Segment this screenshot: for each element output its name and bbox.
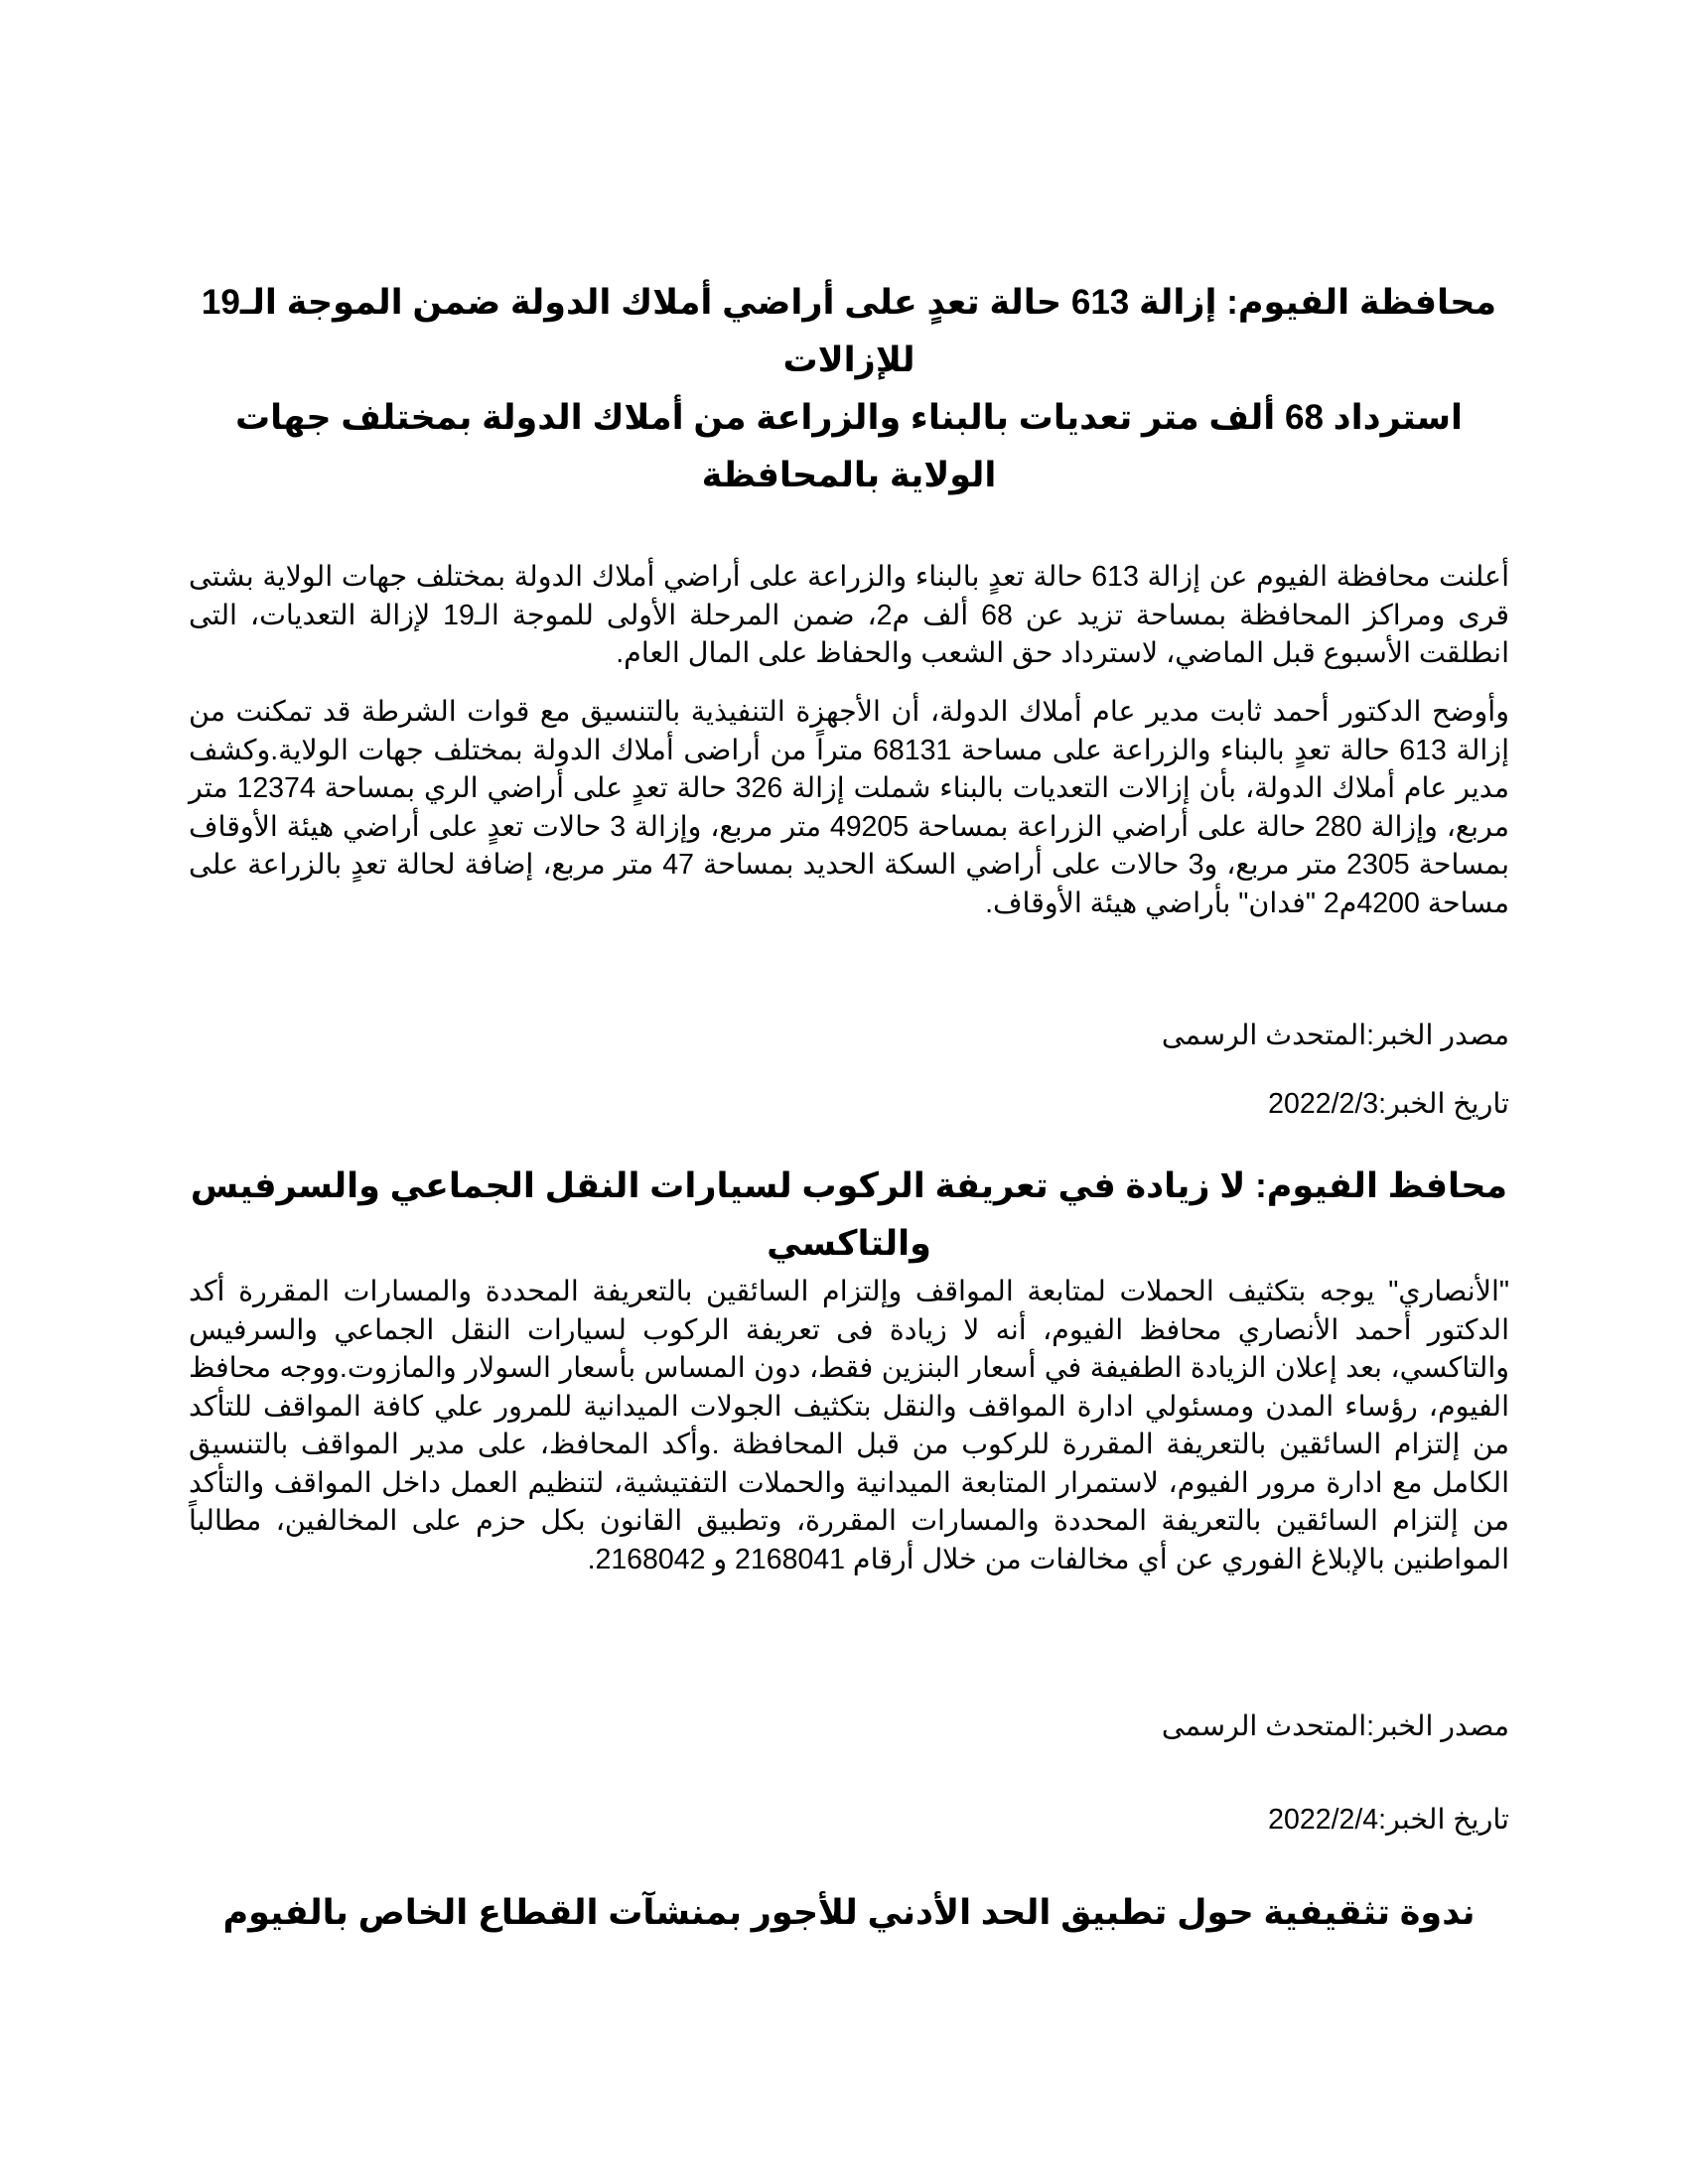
article-2-source: مصدر الخبر:المتحدث الرسمى bbox=[1161, 1710, 1509, 1742]
article-2-title: محافظ الفيوم: لا زيادة في تعريفة الركوب لسيارات النقل الجماعي والسرفيس والتاكسي bbox=[190, 1166, 1508, 1263]
article-1-source: مصدر الخبر:المتحدث الرسمى bbox=[1161, 1020, 1509, 1051]
article-1-paragraph-1: أعلنت محافظة الفيوم عن إزالة 613 حالة تعدٍ بالبناء والزراعة على أراضي أملاك الدولة بمختلف جهات الولاية بشتى قرى ومراكز المحافظة بمساحة تزيد عن 68 ألف م2، ضمن المرحلة الأولى للموجة الـ19 لإزالة التعديات، التى انطلقت الأسبوع قبل الماضي، لاسترداد حق الشعب والحفاظ على المال العام. bbox=[189, 561, 1510, 669]
article-2-date: تاريخ الخبر:2022/2/4 bbox=[1268, 1804, 1509, 1836]
article-3-title: ندوة تثقيفية حول تطبيق الحد الأدني للأجور بمنشآت القطاع الخاص بالفيوم bbox=[222, 1893, 1476, 1932]
article-1-title-line-1: محافظة الفيوم: إزالة 613 حالة تعدٍ على أراضي أملاك الدولة ضمن الموجة الـ19 للإزالات bbox=[201, 283, 1497, 379]
article-1-paragraph-2: وأوضح الدكتور أحمد ثابت مدير عام أملاك الدولة، أن الأجهزة التنفيذية بالتنسيق مع قوات الشرطة قد تمكنت من إزالة 613 حالة تعدٍ بالبناء والزراعة على مساحة 68131 متراً من أراضى أملاك الدولة بمختلف جهات الولاية.وكشف مدير عام أملاك الدولة، بأن إزالات التعديات بالبناء شملت إزالة 326 حالة تعدٍ على أراضي الري بمساحة 12374 متر مربع، وإزالة 280 حالة على أراضي الزراعة بمساحة 49205 متر مربع، وإزالة 3 حالات تعدٍ على أراضي هيئة الأوقاف بمساحة 2305 متر مربع، و3 حالات على أراضي السكة الحديد بمساحة 47 متر مربع، إضافة لحالة تعدٍ بالزراعة على مساحة 4200م2 "فدان" بأراضي هيئة الأوقاف. bbox=[189, 696, 1509, 919]
article-1-date: تاريخ الخبر:2022/2/3 bbox=[1268, 1088, 1509, 1120]
article-1-title-line-2: استرداد 68 ألف متر تعديات بالبناء والزراعة من أملاك الدولة بمختلف جهات الولاية بالمحافظة bbox=[234, 398, 1464, 494]
article-2-body: "الأنصاري" يوجه بتكثيف الحملات لمتابعة المواقف وإلتزام السائقين بالتعريفة المحددة والمسارات المقررة أكد الدكتور أحمد الأنصاري محافظ الفيوم، أنه لا زيادة فى تعريفة الركوب لسيارات النقل الجماعي والسرفيس والتاكسي، بعد إعلان الزيادة الطفيفة في أسعار البنزين فقط، دون المساس بأسعار السولار والمازوت.ووجه محافظ الفيوم، رؤساء المدن ومسئولي ادارة المواقف والنقل بتكثيف الجولات الميدانية للمرور علي كافة المواقف للتأكد من إلتزام السائقين بالتعريفة المقررة للركوب من قبل المحافظة .وأكد المحافظ، على مدير المواقف بالتنسيق الكامل مع ادارة مرور الفيوم، لاستمرار المتابعة الميدانية والحملات التفتيشية، لتنظيم العمل داخل المواقف والتأكد من إلتزام السائقين بالتعريفة المحددة والمسارات المقررة، وتطبيق القانون بكل حزم على المخالفين، مطالباً المواطنين بالإبلاغ الفوري عن أي مخالفات من خلال أرقام 2168041 و 2168042. bbox=[189, 1276, 1509, 1575]
